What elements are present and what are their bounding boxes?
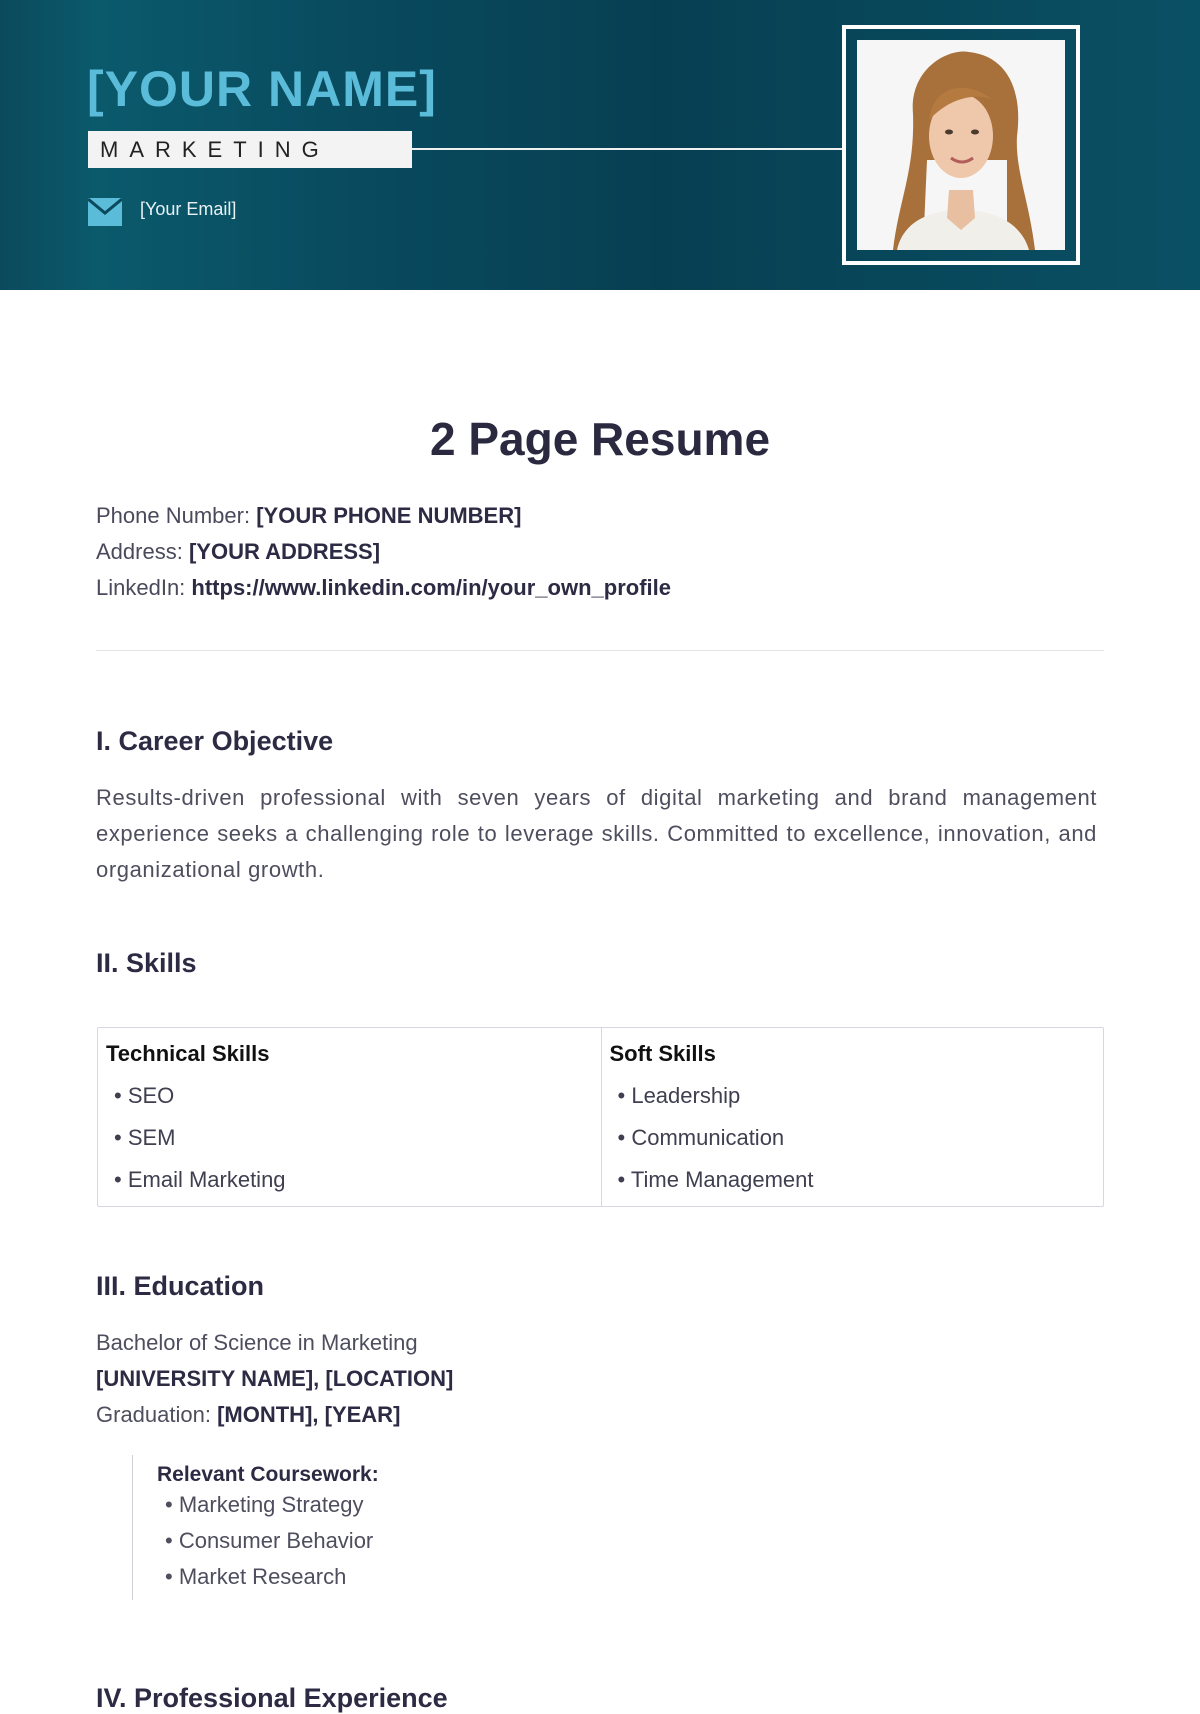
list-item: • Marketing Strategy: [165, 1492, 364, 1517]
section-divider: [96, 650, 1104, 651]
role-box: [88, 131, 412, 168]
section-title-education: III. Education: [96, 1271, 265, 1301]
linkedin-value[interactable]: https://www.linkedin.com/in/your_own_profile: [191, 575, 671, 600]
education-details: [96, 1325, 453, 1433]
linkedin-label: LinkedIn:: [96, 575, 186, 600]
objective-text: Results-driven professional with seven years of digital marketing and brand management experience seeks a challenging role to leverage skills. Committed to excellence, innovation, and organizational growth.: [96, 785, 1097, 882]
portrait-illustration: [857, 40, 1065, 250]
section-title-skills: II. Skills: [96, 948, 197, 978]
soft-skills-heading: Soft Skills: [609, 1041, 716, 1066]
soft-skills-column: [601, 1028, 1104, 1206]
skills-table: [97, 1027, 1104, 1207]
list-item: • Time Management: [617, 1167, 814, 1192]
list-item: • Email Marketing: [114, 1167, 286, 1192]
list-item: • SEO: [114, 1083, 175, 1108]
profile-photo-frame: [842, 25, 1080, 265]
profile-photo: [857, 40, 1065, 250]
section-title-objective: I. Career Objective: [96, 726, 334, 756]
role-divider-line: [412, 148, 844, 150]
address-label: Address:: [96, 539, 183, 564]
university: [UNIVERSITY NAME], [LOCATION]: [96, 1366, 454, 1391]
technical-skills-heading: Technical Skills: [106, 1041, 270, 1066]
candidate-name: [YOUR NAME]: [87, 61, 437, 117]
list-item: • Leadership: [617, 1083, 741, 1108]
phone-value: [YOUR PHONE NUMBER]: [256, 503, 522, 528]
coursework-block: [132, 1455, 379, 1600]
list-item: • SEM: [114, 1125, 176, 1150]
header-banner: [0, 0, 1200, 290]
section-title-experience: IV. Professional Experience: [96, 1683, 448, 1713]
technical-skills-column: [98, 1028, 601, 1206]
address-value: [YOUR ADDRESS]: [188, 539, 381, 564]
envelope-icon: [88, 198, 122, 226]
email-text: [Your Email]: [140, 199, 237, 219]
role-title: MARKETING: [100, 136, 330, 162]
contact-phone: [96, 498, 671, 534]
coursework-heading: Relevant Coursework:: [157, 1463, 379, 1486]
list-item: • Consumer Behavior: [165, 1528, 374, 1553]
list-item: • Market Research: [165, 1564, 347, 1589]
contact-linkedin: [96, 570, 671, 606]
graduation: Graduation: [MONTH], [YEAR]: [96, 1402, 401, 1427]
phone-label: Phone Number:: [96, 503, 251, 528]
contact-info: [96, 498, 671, 606]
list-item: • Communication: [617, 1125, 785, 1150]
degree: Bachelor of Science in Marketing: [96, 1330, 418, 1355]
document-title: 2 Page Resume: [429, 413, 771, 465]
contact-address: [96, 534, 671, 570]
